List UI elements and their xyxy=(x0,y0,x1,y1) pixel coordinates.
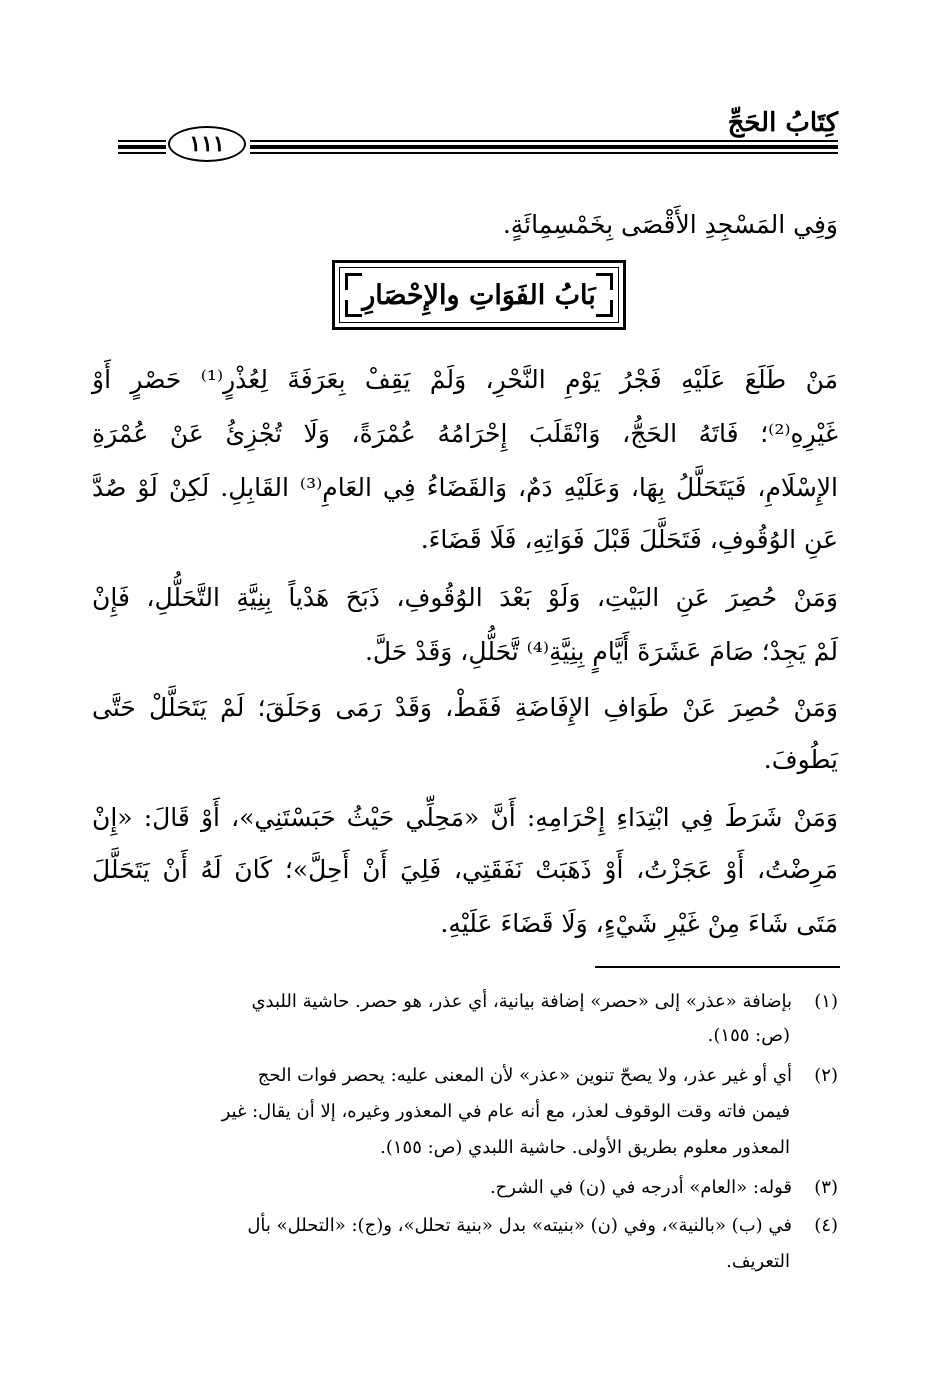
body-line: الإِسْلَامِ، فَيَتَحَلَّلُ بِهَا، وَعَلَيْهِ دَمٌ، وَالقَضَاءُ فِي العَامِ⁽³⁾ القَابِلِ. لَكِنْ لَوْ صُدَّ xyxy=(92,473,838,502)
footnote-number: (١) xyxy=(814,991,838,1012)
intro-line: وَفِي المَسْجِدِ الأَقْصَى بِخَمْسِمِائَةٍ. xyxy=(502,210,838,239)
footnote-3 xyxy=(92,1171,838,1205)
body-line: وَمَنْ حُصِرَ عَنْ طَوَافِ الإِفَاضَةِ فَقَطْ، وَقَدْ رَمَى وَحَلَقَ؛ لَمْ يَتَحَلَّلْ حَتَّى xyxy=(92,693,838,722)
body-line: وَمَنْ شَرَطَ فِي ابْتِدَاءِ إِحْرَامِهِ: أَنَّ «مَحِلِّي حَيْثُ حَبَسْتَنِي»، أَوْ قَالَ: «إِنْ xyxy=(92,803,838,832)
body-line: مَرِضْتُ، أَوْ عَجَزْتُ، أَوْ ذَهَبَتْ نَفَقَتِي، فَلِيَ أَنْ أَحِلَّ»؛ كَانَ لَهُ أَنْ يَتَحَلَّلَ xyxy=(92,855,838,884)
footnote-2-cont: فيمن فاته وقت الوقوف لعذر، مع أنه عام في المعذور وغيره، إلا أن يقال: غير xyxy=(221,1101,790,1122)
footnote-4 xyxy=(92,1209,838,1243)
footnote-number: (٤) xyxy=(814,1215,838,1236)
body-line: لَمْ يَجِدْ؛ صَامَ عَشَرَةَ أَيَّامٍ بِنِيَّةِ⁽⁴⁾ تَّحَلُّلِ، وَقَدْ حَلَّ. xyxy=(364,637,838,666)
body-line: مَتَى شَاءَ مِنْ غَيْرِ شَيْءٍ، وَلَا قَضَاءَ عَلَيْهِ. xyxy=(440,909,838,938)
chapter-heading-frame xyxy=(332,260,626,330)
body-line: يَطُوفَ. xyxy=(763,745,838,774)
body-line: عَنِ الوُقُوفِ، فَتَحَلَّلَ قَبْلَ فَوَاتِهِ، فَلَا قَضَاءَ. xyxy=(420,525,838,554)
footnote-1 xyxy=(92,985,838,1019)
footnote-text: قوله: «العام» أدرجه في (ن) في الشرح. xyxy=(489,1177,792,1198)
footnote-number: (٢) xyxy=(814,1065,838,1086)
page-header xyxy=(118,100,838,170)
chapter-title: بَابُ الفَوَاتِ والإِحْصَارِ xyxy=(362,279,596,311)
footnote-text: بإضافة «عذر» إلى «حصر» إضافة بيانية، أي عذر، هو حصر. حاشية اللبدي xyxy=(251,991,792,1012)
footnote-text: في (ب) «بالنية»، وفي (ن) «بنيته» بدل «بنية تحلل»، و(ج): «التحلل» بأل xyxy=(247,1215,792,1236)
body-line: غَيْرِهِ⁽²⁾؛ فَاتَهُ الحَجُّ، وَانْقَلَبَ إِحْرَامُهُ عُمْرَةً، وَلَا تُجْزِئُ عَنْ عُمْرَةِ xyxy=(92,419,838,448)
footnote-2-cont: المعذور معلوم بطريق الأولى. حاشية اللبدي (ص: ١٥٥). xyxy=(380,1137,790,1158)
footnote-1-cont: (ص: ١٥٥). xyxy=(707,1025,790,1046)
footnote-separator xyxy=(595,966,840,968)
body-line: وَمَنْ حُصِرَ عَنِ البَيْتِ، وَلَوْ بَعْدَ الوُقُوفِ، ذَبَحَ هَدْياً بِنِيَّةِ التَّحَلُّلِ، فَإِنْ xyxy=(92,583,838,612)
footnote-2 xyxy=(92,1059,838,1093)
page-number: ١١١ xyxy=(168,126,246,162)
footnote-text: أي أو غير عذر، ولا يصحّ تنوين «عذر» لأن المعنى عليه: يحصر فوات الحج xyxy=(257,1065,792,1086)
header-rule-right xyxy=(250,140,838,154)
header-rule-left xyxy=(118,140,166,154)
footnote-4-cont: التعريف. xyxy=(726,1251,790,1272)
book-title: كِتَابُ الحَجِّ xyxy=(727,108,838,138)
body-line: مَنْ طَلَعَ عَلَيْهِ فَجْرُ يَوْمِ النَّحْرِ، وَلَمْ يَقِفْ بِعَرَفَةَ لِعُذْرٍ⁽¹⁾ حَصْرٍ أَوْ xyxy=(92,365,838,394)
footnote-number: (٣) xyxy=(814,1177,838,1198)
